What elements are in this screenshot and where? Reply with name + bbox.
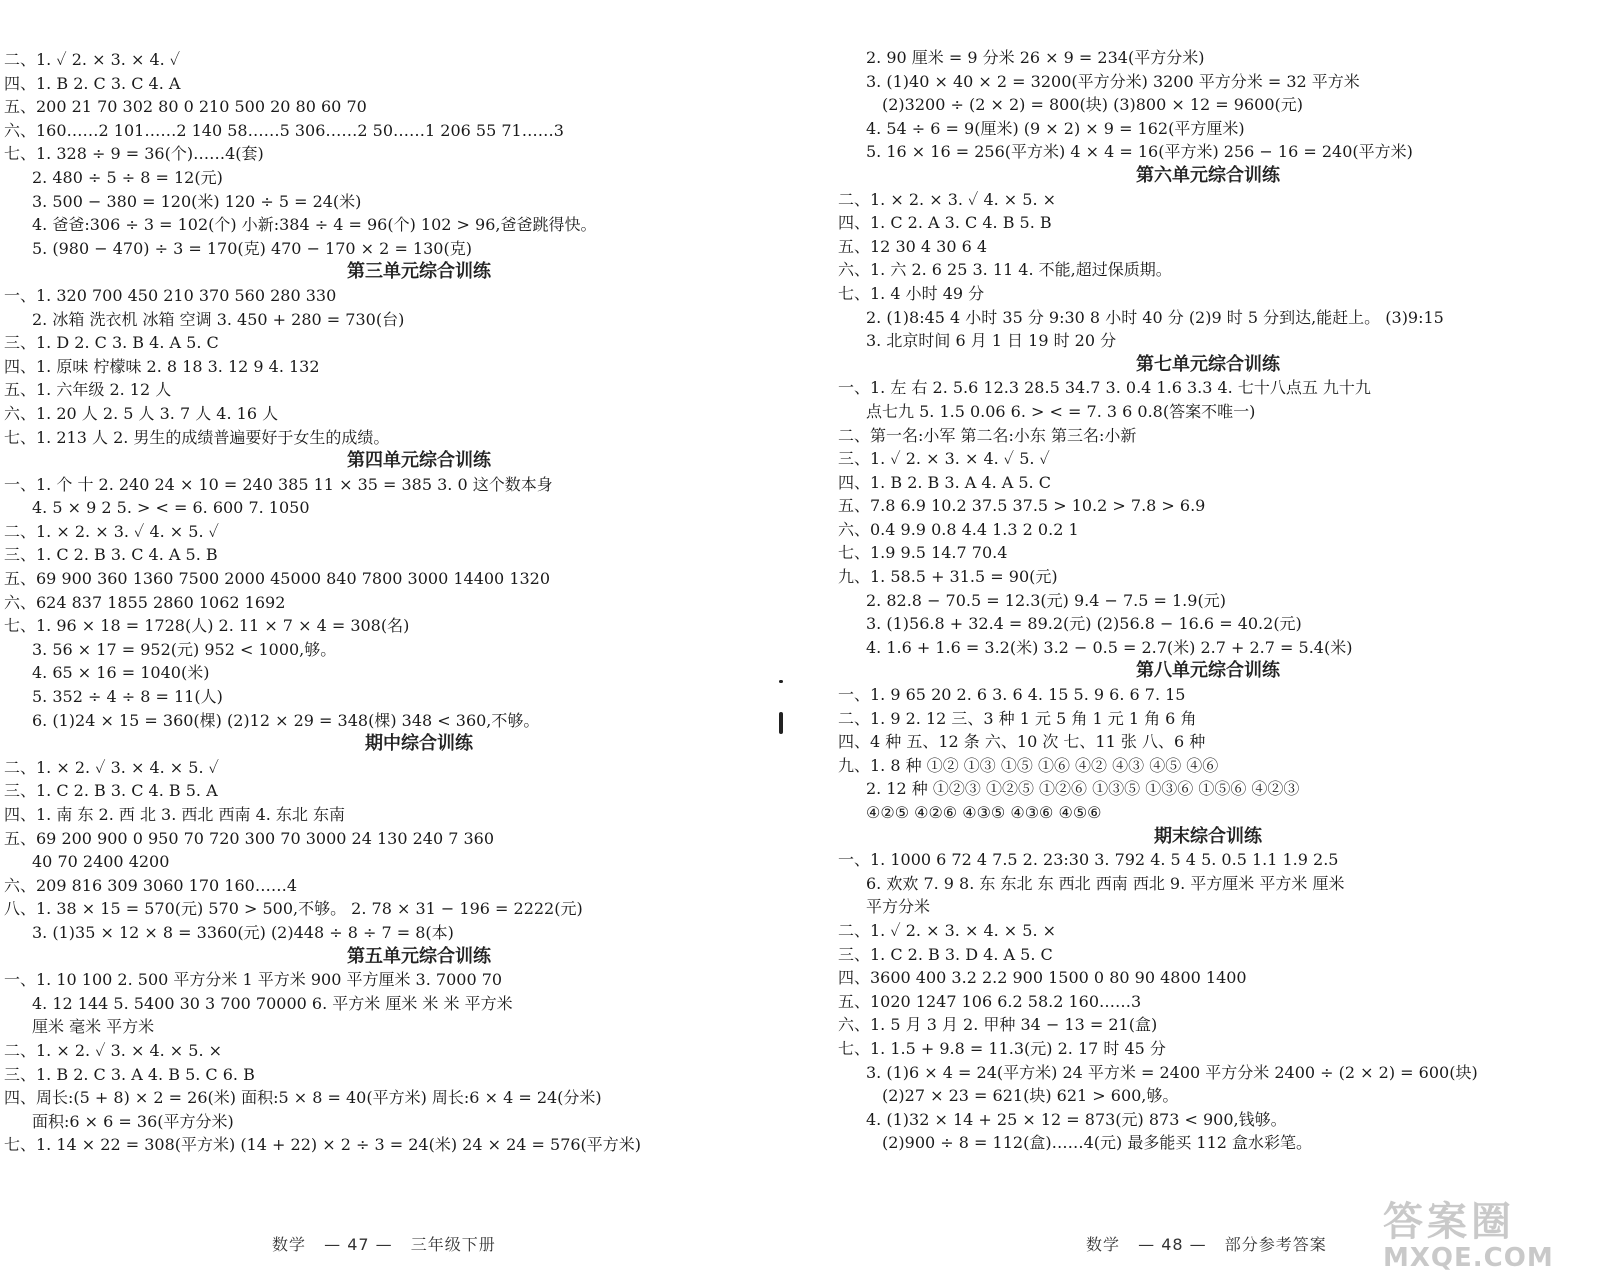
section-heading: 第三单元综合训练 <box>347 261 491 283</box>
footer-book-title: 部分参考答案 <box>1224 1235 1327 1254</box>
answer-line: (2)900 ÷ 8 = 112(盒)……4(元) 最多能买 112 盒水彩笔。 <box>882 1133 1313 1153</box>
answer-line: 4. (1)32 × 14 + 25 × 12 = 873(元) 873 < 900,钱够。 <box>866 1109 1287 1129</box>
answer-line: 五、1020 1247 106 6.2 58.2 160……3 <box>838 991 1142 1011</box>
answer-line: 七、1. 213 人 2. 男生的成绩普遍要好于女生的成绩。 <box>4 427 390 447</box>
answer-line: 3. (1)56.8 + 32.4 = 89.2(元) (2)56.8 − 16.6 = 40.2(元) <box>866 614 1302 634</box>
answer-line: 五、69 200 900 0 950 70 720 300 70 3000 24 130 240 7 360 <box>4 828 495 848</box>
answer-line: 3. 500 − 380 = 120(米) 120 ÷ 5 = 24(米) <box>32 191 362 211</box>
footer-subject: 数学 <box>1086 1235 1121 1254</box>
answer-line: 4. 54 ÷ 6 = 9(厘米) (9 × 2) × 9 = 162(平方厘米) <box>866 118 1245 138</box>
answer-line: 2. 90 厘米 = 9 分米 26 × 9 = 234(平方分米) <box>866 48 1205 67</box>
answer-line: 3. (1)6 × 4 = 24(平方米) 24 平方米 = 2400 平方分米 2400 ÷ (2 × 2) = 600(块) <box>866 1062 1478 1082</box>
answer-line: 3. (1)40 × 40 × 2 = 3200(平方分米) 3200 平方分米 = 32 平方米 <box>866 71 1360 91</box>
gutter-mark <box>779 712 783 734</box>
answer-line: 六、624 837 1855 2860 1062 1692 <box>4 592 286 612</box>
answer-line: 三、1. ✓ 2. × 3. × 4. ✓ 5. ✓ <box>838 449 1050 469</box>
answer-line: 四、3600 400 3.2 2.2 900 1500 0 80 90 4800 1400 <box>838 968 1247 988</box>
answer-line: 四、4 种 五、12 条 六、10 次 七、11 张 八、6 种 <box>838 732 1206 752</box>
answer-line: 五、1. 六年级 2. 12 人 <box>4 380 172 400</box>
answer-line: 6. 欢欢 7. 9 8. 东 东北 东 西北 西南 西北 9. 平方厘米 平方米 厘米 <box>866 873 1345 893</box>
answer-line: 4. 65 × 16 = 1040(米) <box>32 663 210 683</box>
answer-line: 四、1. 原味 柠檬味 2. 8 18 3. 12 9 4. 132 <box>4 356 320 376</box>
section-heading: 第四单元综合训练 <box>347 450 491 472</box>
answer-line: 一、1. 9 65 20 2. 6 3. 6 4. 15 5. 9 6. 6 7. 15 <box>838 685 1186 705</box>
answer-line: 平方分米 <box>866 897 931 917</box>
watermark <box>1383 1190 1593 1280</box>
answer-line: 二、1. × 2. ✓ 3. × 4. × 5. × <box>4 1040 223 1060</box>
answer-line: 面积:6 × 6 = 36(平方分米) <box>32 1111 234 1131</box>
left-page-footer <box>272 1232 508 1255</box>
answer-line: 一、1. 1000 6 72 4 7.5 2. 23:30 3. 792 4. 5 4 5. 0.5 1.1 1.9 2.5 <box>838 850 1339 870</box>
section-heading: 期中综合训练 <box>365 733 473 755</box>
answer-line: 2. (1)8:45 4 小时 35 分 9:30 8 小时 40 分 (2)9 时 5 分到达,能赶上。 (3)9:15 <box>866 307 1444 327</box>
answer-line: 六、160……2 101……2 140 58……5 306……2 50……1 206 55 71……3 <box>4 120 564 140</box>
answer-line: 六、0.4 9.9 0.8 4.4 1.3 2 0.2 1 <box>838 519 1079 539</box>
answer-line: 四、1. C 2. A 3. C 4. B 5. B <box>838 213 1052 233</box>
answer-line: 4. 1.6 + 1.6 = 3.2(米) 3.2 − 0.5 = 2.7(米) 2.7 + 2.7 = 5.4(米) <box>866 637 1353 657</box>
answer-line: 四、周长:(5 + 8) × 2 = 26(米) 面积:5 × 8 = 40(平方米) 周长:6 × 4 = 24(分米) <box>4 1088 602 1108</box>
answer-line: 三、1. B 2. C 3. A 4. B 5. C 6. B <box>4 1064 255 1084</box>
answer-line: 3. 56 × 17 = 952(元) 952 < 1000,够。 <box>32 639 337 659</box>
right-page <box>810 0 1600 1288</box>
answer-line: 点七九 5. 1.5 0.06 6. > < = 7. 3 6 0.8(答案不唯一) <box>866 401 1256 421</box>
footer-subject: 数学 <box>272 1235 307 1254</box>
left-page <box>0 0 790 1288</box>
answer-line: 七、1.9 9.5 14.7 70.4 <box>838 543 1008 563</box>
answer-line: 2. 冰箱 洗衣机 冰箱 空调 3. 450 + 280 = 730(台) <box>32 309 405 329</box>
watermark-logo: 答案圈 <box>1383 1199 1515 1245</box>
answer-line: 三、1. C 2. B 3. C 4. B 5. A <box>4 781 218 801</box>
answer-line: 三、1. C 2. B 3. D 4. A 5. C <box>838 944 1053 964</box>
answer-line: 五、200 21 70 302 80 0 210 500 20 80 60 70 <box>4 97 367 117</box>
answer-line: 5. 16 × 16 = 256(平方米) 4 × 4 = 16(平方米) 256 − 16 = 240(平方米) <box>866 142 1413 162</box>
answer-line: 九、1. 58.5 + 31.5 = 90(元) <box>838 567 1058 587</box>
watermark-url: MXQE.COM <box>1383 1243 1554 1273</box>
answer-line: 二、1. ✓ 2. × 3. × 4. ✓ <box>4 50 181 69</box>
answer-line: 2. 480 ÷ 5 ÷ 8 = 12(元) <box>32 167 223 187</box>
answer-line: 九、1. 8 种 ①② ①③ ①⑤ ①⑥ ④② ④③ ④⑤ ④⑥ <box>838 755 1219 775</box>
answer-line: 二、1. ✓ 2. × 3. × 4. × 5. × <box>838 920 1057 940</box>
answer-line: 一、1. 个 十 2. 240 24 × 10 = 240 385 11 × 35 = 385 3. 0 这个数本身 <box>4 474 553 494</box>
section-heading: 第七单元综合训练 <box>1136 353 1280 375</box>
footer-page-number: — 47 — <box>324 1235 393 1254</box>
right-page-footer <box>1086 1232 1339 1255</box>
answer-line: 二、第一名:小军 第二名:小东 第三名:小新 <box>838 425 1137 445</box>
answer-line: 五、12 30 4 30 6 4 <box>838 236 988 256</box>
answer-line: 七、1. 328 ÷ 9 = 36(个)……4(套) <box>4 144 264 164</box>
answer-line: (2)27 × 23 = 621(块) 621 > 600,够。 <box>882 1086 1179 1106</box>
section-heading: 第五单元综合训练 <box>347 945 491 967</box>
answer-line: 四、1. B 2. C 3. C 4. A <box>4 73 181 93</box>
answer-line: 5. 352 ÷ 4 ÷ 8 = 11(人) <box>32 687 223 707</box>
answer-line: 二、1. × 2. × 3. ✓ 4. × 5. ✓ <box>4 521 219 541</box>
answer-line: 4. 爸爸:306 ÷ 3 = 102(个) 小新:384 ÷ 4 = 96(个) 102 > 96,爸爸跳得快。 <box>32 215 597 235</box>
answer-line: ④②⑤ ④②⑥ ④③⑤ ④③⑥ ④⑤⑥ <box>866 803 1102 822</box>
answer-line: 五、7.8 6.9 10.2 37.5 37.5 > 10.2 > 7.8 > 6.9 <box>838 496 1206 516</box>
answer-line: 八、1. 38 × 15 = 570(元) 570 > 500,不够。 2. 78 × 31 − 196 = 2222(元) <box>4 899 583 919</box>
answer-line: 七、1. 14 × 22 = 308(平方米) (14 + 22) × 2 ÷ 3 = 24(米) 24 × 24 = 576(平方米) <box>4 1135 642 1155</box>
answer-line: 三、1. D 2. C 3. B 4. A 5. C <box>4 333 219 353</box>
section-heading: 第六单元综合训练 <box>1136 164 1280 186</box>
answer-line: 二、1. × 2. × 3. ✓ 4. × 5. × <box>838 189 1057 209</box>
answer-line: 4. 5 × 9 2 5. > < = 6. 600 7. 1050 <box>32 498 310 518</box>
answer-line: 六、1. 20 人 2. 5 人 3. 7 人 4. 16 人 <box>4 403 279 423</box>
answer-line: 一、1. 320 700 450 210 370 560 280 330 <box>4 285 337 305</box>
answer-line: 四、1. 南 东 2. 西 北 3. 西北 西南 4. 东北 东南 <box>4 805 346 824</box>
right-answer-lines <box>838 46 1598 1155</box>
answer-line: 六、209 816 309 3060 170 160……4 <box>4 875 298 895</box>
answer-line: 三、1. C 2. B 3. C 4. A 5. B <box>4 545 218 565</box>
section-heading: 第八单元综合训练 <box>1136 660 1280 682</box>
answer-line: 2. 12 种 ①②③ ①②⑤ ①②⑥ ①③⑤ ①③⑥ ①⑤⑥ ④②③ <box>866 779 1300 799</box>
gutter-mark <box>779 680 783 683</box>
answer-line: 五、69 900 360 1360 7500 2000 45000 840 7800 3000 14400 1320 <box>4 569 551 589</box>
answer-line: 6. (1)24 × 15 = 360(棵) (2)12 × 29 = 348(棵) 348 < 360,不够。 <box>32 710 540 730</box>
answer-line: 厘米 毫米 平方米 <box>32 1017 155 1037</box>
answer-line: 5. (980 − 470) ÷ 3 = 170(克) 470 − 170 × 2 = 130(克) <box>32 238 472 258</box>
answer-line: 3. (1)35 × 12 × 8 = 3360(元) (2)448 ÷ 8 ÷ 7 = 8(本) <box>32 922 454 942</box>
answer-line: 4. 12 144 5. 5400 30 3 700 70000 6. 平方米 厘米 米 米 平方米 <box>32 993 513 1013</box>
answer-line: 二、1. × 2. ✓ 3. × 4. × 5. ✓ <box>4 757 219 777</box>
footer-page-number: — 48 — <box>1138 1235 1207 1254</box>
answer-line: 二、1. 9 2. 12 三、3 种 1 元 5 角 1 元 1 角 6 角 <box>838 708 1197 728</box>
answer-line: (2)3200 ÷ (2 × 2) = 800(块) (3)800 × 12 = 9600(元) <box>882 95 1303 115</box>
answer-line: 七、1. 1.5 + 9.8 = 11.3(元) 2. 17 时 45 分 <box>838 1038 1166 1058</box>
answer-line: 六、1. 六 2. 6 25 3. 11 4. 不能,超过保质期。 <box>838 260 1172 280</box>
left-answer-lines <box>4 48 794 1157</box>
answer-line: 2. 82.8 − 70.5 = 12.3(元) 9.4 − 7.5 = 1.9(元) <box>866 590 1226 610</box>
answer-line: 七、1. 4 小时 49 分 <box>838 283 985 303</box>
answer-line: 40 70 2400 4200 <box>32 852 170 872</box>
section-heading: 期末综合训练 <box>1154 825 1262 847</box>
answer-line: 一、1. 左 右 2. 5.6 12.3 28.5 34.7 3. 0.4 1.6 3.3 4. 七十八点五 九十九 <box>838 378 1371 398</box>
answer-line: 四、1. B 2. B 3. A 4. A 5. C <box>838 472 1051 492</box>
footer-book-title: 三年级下册 <box>410 1235 496 1254</box>
answer-line: 3. 北京时间 6 月 1 日 19 时 20 分 <box>866 331 1117 351</box>
answer-line: 六、1. 5 月 3 月 2. 甲种 34 − 13 = 21(盒) <box>838 1015 1158 1035</box>
answer-line: 一、1. 10 100 2. 500 平方分米 1 平方米 900 平方厘米 3. 7000 70 <box>4 970 503 990</box>
answer-line: 七、1. 96 × 18 = 1728(人) 2. 11 × 7 × 4 = 308(名) <box>4 616 410 636</box>
